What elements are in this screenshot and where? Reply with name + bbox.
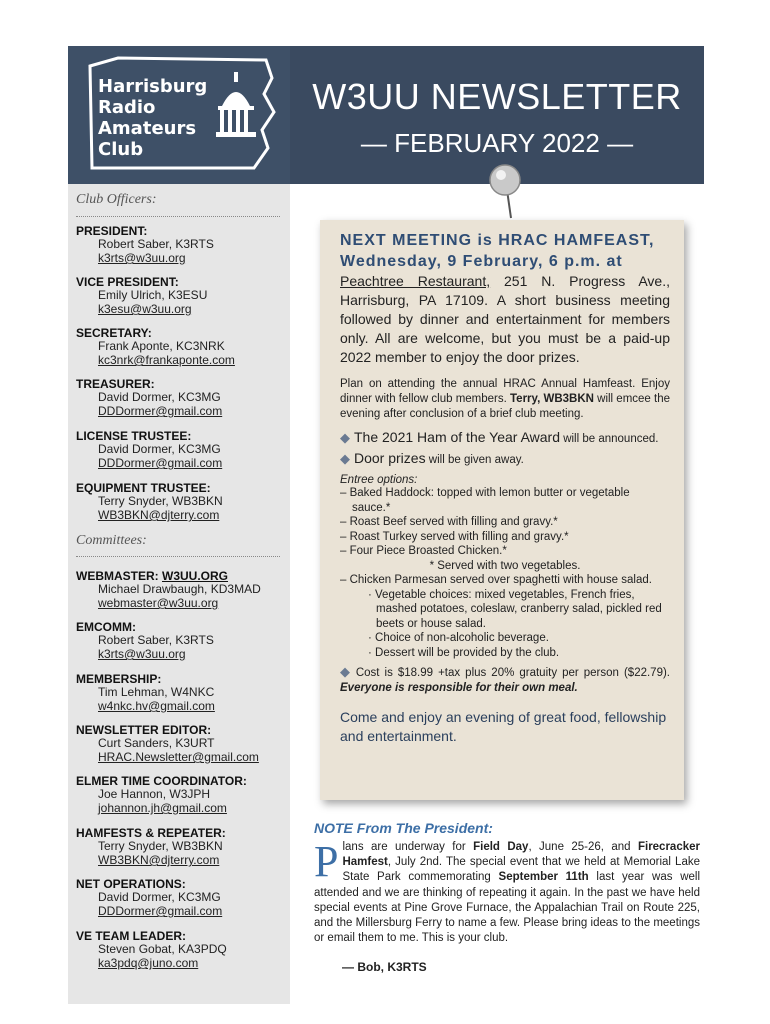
committee-name: Terry Snyder, WB3BKN [98,839,223,853]
logo-line: Club [98,139,144,160]
officer-name: David Dormer, KC3MG [98,442,221,456]
email-link[interactable]: k3esu@w3uu.org [98,302,192,316]
committee-name: Michael Drawbaugh, KD3MAD [98,582,261,596]
logo-line: Amateurs [98,118,197,139]
plan-paragraph [340,377,670,422]
logo-text [98,76,207,160]
officer-name: Emily Ulrich, K3ESU [98,288,208,302]
entree-item: – Chicken Parmesan served over spaghetti with house salad. [340,574,652,586]
door-prize-text: will be given away. [425,454,524,466]
committee-name: Tim Lehman, W4NKC [98,685,215,699]
email-link[interactable]: WB3BKN@djterry.com [98,508,220,522]
entree-item: – Baked Haddock: topped with lemon butter or vegetable sauce.* [340,487,630,514]
email-link[interactable]: k3rts@w3uu.org [98,647,186,661]
email-link[interactable]: johannon.jh@gmail.com [98,801,227,815]
role-label: SECRETARY: [76,326,152,340]
cost-note: Everyone is responsible for their own meal. [340,682,578,694]
logo-line: Radio [98,97,156,118]
committee-name: Joe Hannon, W3JPH [98,787,211,801]
role-label: VICE PRESIDENT: [76,275,179,289]
committee-name: Robert Saber, K3RTS [98,633,214,647]
door-prize-item [340,451,670,468]
door-prize-title: Door prizes [354,450,426,466]
note-text: last year was well attended and we are thinking of repeating it again. In the past we have held special events at Pine Grove Furnace, the Appalachian Trail on Route 225, and the Millersburg Ferry to name a few. Please bring ideas to the meetings or email them to me. This is your club. [314,871,701,945]
email-link[interactable]: DDDormer@gmail.com [98,456,223,470]
role-label: VE TEAM LEADER: [76,929,187,943]
diamond-bullet-icon: ◆ [340,451,350,466]
email-link[interactable]: ka3pdq@juno.com [98,956,199,970]
entree-item: – Roast Beef served with filling and gravy.* [340,516,558,528]
extra-item: · Dessert will be provided by the club. [368,646,560,659]
committee-name: Steven Gobat, KA3PDQ [98,942,227,956]
cost-text: Cost is $18.99 +tax plus 20% gratuity per person ($22.79). [355,667,670,679]
website-link[interactable]: W3UU.ORG [162,569,229,583]
divider [76,216,280,217]
committee-name: Curt Sanders, K3URT [98,736,215,750]
email-link[interactable]: kc3nrk@frankaponte.com [98,353,235,367]
meeting-card [320,220,684,800]
club-logo [68,46,290,184]
meeting-body: 251 N. Progress Ave., Harrisburg, PA 17109. A short business meeting followed by dinner and entertainment for members only. All are welcome, but you must be a paid-up 2022 member to enjoy the door prizes. [340,273,670,365]
president-note-title: NOTE From The President: [314,820,493,836]
role-label: EQUIPMENT TRUSTEE: [76,481,211,495]
note-text: lans are underway for [342,841,474,853]
email-link[interactable]: w4nkc.hv@gmail.com [98,699,215,713]
role-label: EMCOMM: [76,620,136,634]
logo-line: Harrisburg [98,76,208,97]
officer-name: David Dormer, KC3MG [98,390,221,404]
note-text: , June 25-26, and [528,841,638,853]
committee-name: David Dormer, KC3MG [98,890,221,904]
venue-link[interactable]: Peachtree Restaurant, [340,273,491,289]
role-label: PRESIDENT: [76,224,148,238]
extra-item: · Choice of non-alcoholic beverage. [368,632,549,644]
award-title: The 2021 Ham of the Year Award [354,429,560,445]
role-label: ELMER TIME COORDINATOR: [76,774,247,788]
email-link[interactable]: WB3BKN@djterry.com [98,853,220,867]
diamond-bullet-icon: ◆ [340,430,350,445]
meeting-heading: NEXT MEETING is HRAC HAMFEAST, Wednesday, 9 February, 6 p.m. at [340,232,655,270]
plan-text: Plan on attending the annual HRAC Annual Hamfeast. Enjoy dinner with fellow club members. [340,378,670,405]
role-label: NEWSLETTER EDITOR: [76,723,212,737]
meeting-details [340,272,670,367]
award-item [340,430,670,447]
officer-name: Frank Aponte, KC3NRK [98,339,225,353]
role-label [76,569,228,583]
entree-item: – Roast Turkey served with filling and gravy.* [340,530,569,543]
drop-cap: P [314,837,339,886]
meeting-content [340,230,670,746]
divider [76,556,280,557]
diamond-bullet-icon: ◆ [340,664,352,679]
email-link[interactable]: webmaster@w3uu.org [98,596,219,610]
closing-text: Come and enjoy an evening of great food, fellowship and entertainment. [340,709,667,744]
entree-note: * Served with two vegetables. [429,559,581,572]
committees-heading: Committees: [76,533,147,548]
cost-item [340,664,670,696]
officer-name: Terry Snyder, WB3BKN [98,494,223,508]
role-text: WEBMASTER: [76,569,159,583]
plan-text: will emcee the evening after conclusion of a brief club meeting. [340,393,670,420]
role-label: TREASURER: [76,377,155,391]
officer-name: Robert Saber, K3RTS [98,237,214,251]
email-link[interactable]: DDDormer@gmail.com [98,904,223,918]
newsletter-title: W3UU NEWSLETTER [312,76,682,117]
email-link[interactable]: k3rts@w3uu.org [98,251,186,265]
role-label: MEMBERSHIP: [76,672,162,686]
officers-heading: Club Officers: [76,192,157,207]
entree-heading: Entree options: [340,474,418,486]
email-link[interactable]: HRAC.Newsletter@gmail.com [98,750,259,764]
role-label: LICENSE TRUSTEE: [76,429,192,443]
president-signature: — Bob, K3RTS [342,960,427,974]
push-pin-icon [485,160,525,220]
event-name: Firecracker Hamfest [342,841,700,869]
email-link[interactable]: DDDormer@gmail.com [98,404,223,418]
president-note-body [314,837,701,946]
note-text: , July 2nd. The special event that we held at Memorial Lake State Park commemorating [342,856,700,884]
entree-item: – Four Piece Broasted Chicken.* [340,545,507,557]
role-label: HAMFESTS & REPEATER: [76,826,226,840]
award-text: will be announced. [560,433,659,445]
role-label: NET OPERATIONS: [76,877,186,891]
emcee-name: Terry, WB3BKN [510,393,594,405]
extra-item: · Vegetable choices: mixed vegetables, French fries, mashed potatoes, coleslaw, cranberry salad, pickled red beets or house salad. [368,588,662,630]
newsletter-date: — FEBRUARY 2022 — [360,128,634,158]
event-name: Field Day [473,841,529,853]
event-name: September 11th [498,871,589,884]
